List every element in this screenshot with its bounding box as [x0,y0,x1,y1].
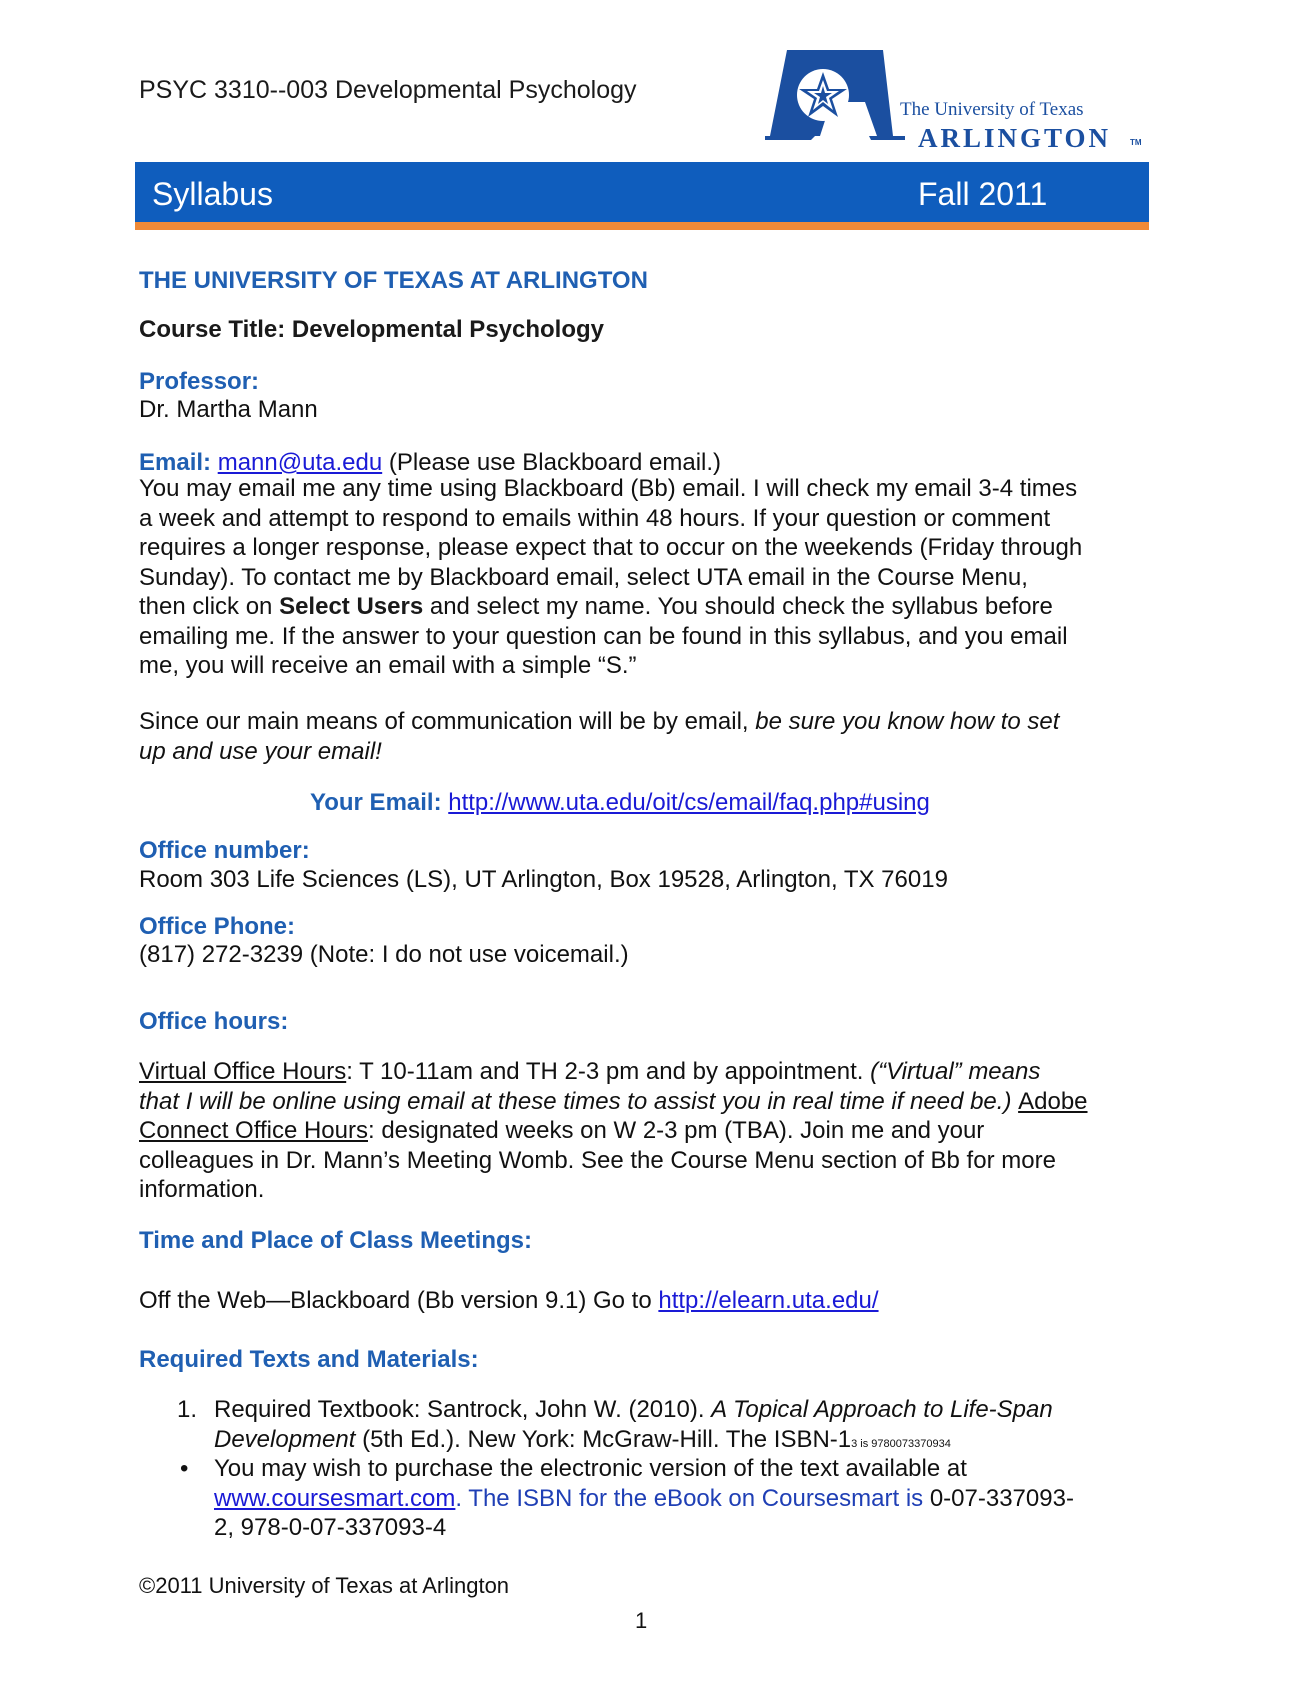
email-text-line: emailing me. If the answer to your question can be found in this syllabus, and you email [139,622,1068,650]
bullet-icon: • [180,1455,189,1482]
course-title: Course Title: Developmental Psychology [139,316,605,343]
email-label: Email: [139,449,212,476]
professor-name: Dr. Martha Mann [139,396,318,423]
office-hours-paragraph [139,1057,1169,1205]
list-item [214,1395,1244,1459]
textbook-line: Development (5th Ed.). New York: McGraw-Hill. The ISBN-13 is 9780073370934 [214,1425,951,1453]
email-text-line: then click on Select Users and select my name. You should check the syllabus before [139,593,1053,620]
class-meetings-label: Time and Place of Class Meetings: [139,1227,533,1254]
office-hours-line: colleagues in Dr. Mann’s Meeting Womb. See the Course Menu section of Bb for more [139,1146,1056,1174]
required-texts-label: Required Texts and Materials: [139,1346,479,1373]
communication-line: Since our main means of communication will be by email, be sure you know how to set [139,708,1060,735]
ebook-line: You may wish to purchase the electronic version of the text available at [214,1455,967,1482]
page-number: 1 [635,1608,648,1633]
logo-text-line1: The University of Texas [900,99,1084,120]
email-line [139,448,721,477]
select-users-text: Select Users [279,593,424,620]
office-hours-line: information. [139,1176,265,1203]
email-text-line: requires a longer response, please expect that to occur on the weekends (Friday through [139,534,1083,561]
office-phone-label: Office Phone: [139,913,296,940]
banner-title: Syllabus [152,176,273,212]
course-code-header: PSYC 3310--003 Developmental Psychology [139,76,637,104]
office-phone-value: (817) 272-3239 (Note: I do not use voicemail.) [139,941,629,968]
email-faq-link[interactable]: http://www.uta.edu/oit/cs/email/faq.php#using [448,789,930,816]
your-email-label: Your Email: [310,789,449,816]
list-item [214,1454,1244,1543]
ebook-line: www.coursesmart.com. The ISBN for the eBook on Coursesmart is 0-07-337093- [214,1484,1074,1512]
email-text-line: You may email me any time using Blackboard (Bb) email. I will check my email 3-4 times [139,475,1078,502]
professor-label: Professor: [139,368,260,395]
email-link[interactable]: mann@uta.edu [217,449,383,476]
list-number: 1. [177,1396,198,1423]
office-hours-label: Office hours: [139,1008,289,1035]
logo-text-line2: ARLINGTON [918,123,1112,153]
ebook-line: 2, 978-0-07-337093-4 [214,1514,447,1541]
office-hours-line: Virtual Office Hours: T 10-11am and TH 2-3 pm and by appointment. (“Virtual” means [139,1058,1041,1085]
communication-line: up and use your email! [139,737,382,765]
office-hours-line: Connect Office Hours: designated weeks on W 2-3 pm (TBA). Join me and your [139,1117,985,1144]
textbook-line: Required Textbook: Santrock, John W. (2010). A Topical Approach to Life-Span [214,1396,1053,1423]
adobe-connect-label: Adobe [1018,1087,1088,1115]
email-paragraph [139,474,1169,681]
elearn-link[interactable]: http://elearn.uta.edu/ [658,1287,879,1314]
class-meetings-line: Off the Web—Blackboard (Bb version 9.1) Go to http://elearn.uta.edu/ [139,1287,879,1314]
your-email-line [310,788,930,817]
banner-term: Fall 2011 [918,176,1048,212]
university-heading: THE UNIVERSITY OF TEXAS AT ARLINGTON [139,267,648,294]
virtual-office-hours-label: Virtual Office Hours [139,1058,347,1085]
email-text-line: me, you will receive an email with a simple “S.” [139,652,637,679]
communication-paragraph [139,707,1169,766]
banner-stripe [135,222,1149,230]
copyright-footer: ©2011 University of Texas at Arlington [139,1573,510,1598]
email-text-line: a week and attempt to respond to emails within 48 hours. If your question or comment [139,504,1051,532]
office-number-value: Room 303 Life Sciences (LS), UT Arlington, Box 19528, Arlington, TX 76019 [139,866,948,893]
office-hours-line: that I will be online using email at these times to assist you in real time if need be.) Adobe [139,1087,1088,1115]
logo-trademark: TM [1130,138,1142,147]
email-note: (Please use Blackboard email.) [382,449,722,476]
office-number-label: Office number: [139,837,310,864]
coursesmart-link[interactable]: www.coursesmart.com [214,1484,456,1512]
email-text-line: Sunday). To contact me by Blackboard email, select UTA email in the Course Menu, [139,563,1028,591]
